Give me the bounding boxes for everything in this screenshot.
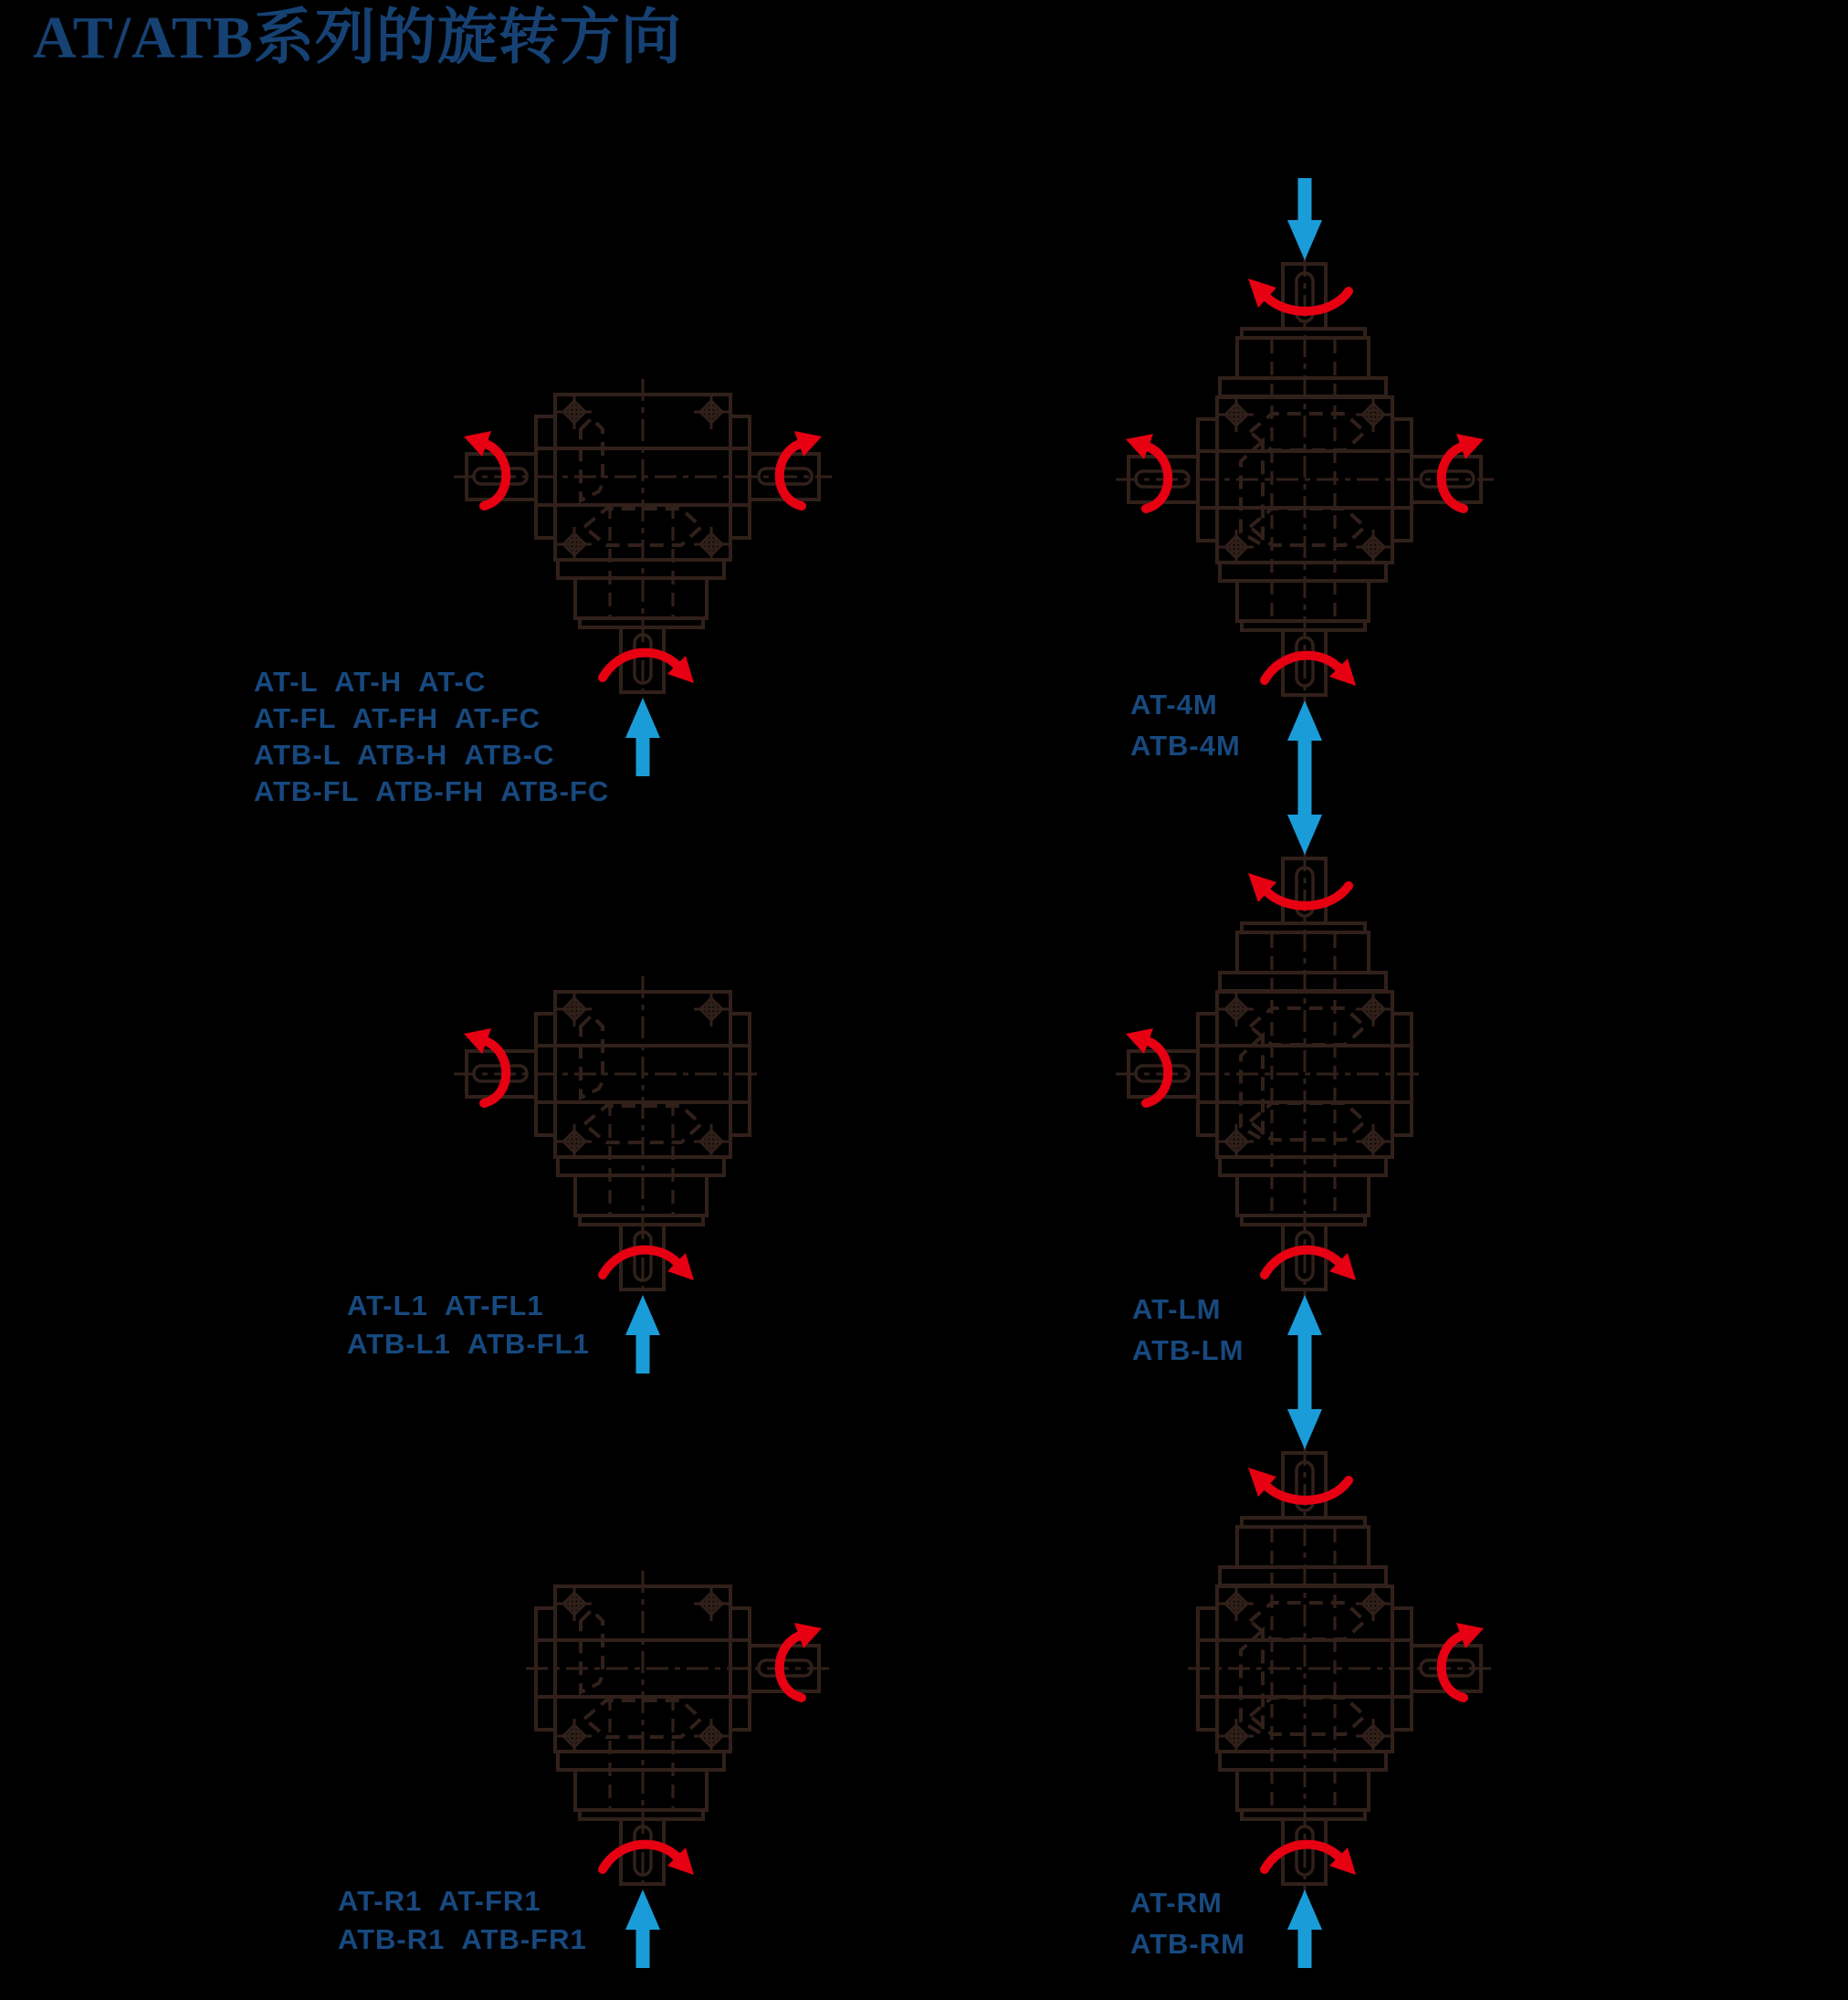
- input-arrow-up-icon: [1287, 1889, 1322, 1930]
- model-label-line: AT-RM: [1130, 1887, 1223, 1919]
- bevel-gear-hidden: [1250, 1698, 1365, 1734]
- pedestal-step: [1237, 338, 1369, 378]
- model-label-line: AT-L1 AT-FL1: [347, 1289, 544, 1321]
- bolt-hole-icon: [557, 1719, 592, 1753]
- page-title: AT/ATB系列的旋转方向: [33, 5, 682, 71]
- input-arrow-down-icon: [1298, 178, 1312, 224]
- bolt-hole-icon: [694, 395, 729, 429]
- pedestal-step: [1220, 1567, 1386, 1585]
- bolt-hole-icon: [1219, 530, 1254, 564]
- model-labels-top-left: [254, 664, 609, 810]
- pedestal-step: [1220, 378, 1386, 396]
- input-arrow-down-icon: [1298, 773, 1312, 818]
- input-arrow-down-icon: [1287, 815, 1322, 855]
- bolt-hole-icon: [557, 527, 592, 562]
- model-labels-top-right: [1130, 684, 1241, 766]
- pedestal-step: [1237, 1770, 1369, 1810]
- input-arrow-up-icon: [625, 1295, 660, 1335]
- model-label-line: ATB-LM: [1132, 1334, 1244, 1366]
- input-arrow-up-icon: [625, 698, 660, 738]
- bolt-hole-icon: [557, 1124, 592, 1159]
- rotation-arrow-bottom-icon: [1265, 656, 1339, 680]
- rotation-arrow-bottom-icon: [603, 1845, 677, 1869]
- model-labels-bottom-left: [338, 1882, 587, 1959]
- pedestal-step: [1237, 932, 1369, 973]
- input-arrow-up-icon: [636, 1332, 650, 1374]
- pedestal-step: [1220, 1157, 1386, 1175]
- bevel-pinion-hidden: [581, 1016, 603, 1098]
- rotation-arrow-top-ccw-icon: [1266, 291, 1349, 311]
- input-arrow-down-icon: [1287, 1409, 1322, 1449]
- bolt-hole-icon: [694, 1586, 729, 1621]
- rotation-arrow-top-ccw-icon: [1266, 886, 1349, 906]
- pedestal-step: [1220, 1752, 1386, 1770]
- model-labels-bottom-right: [1130, 1882, 1245, 1964]
- model-label-line: ATB-FL ATB-FH ATB-FC: [254, 775, 610, 807]
- model-label-line: AT-4M: [1130, 689, 1218, 721]
- input-arrow-down-icon: [1298, 1367, 1312, 1413]
- bolt-hole-icon: [1356, 1124, 1391, 1159]
- input-arrow-down-icon: [1287, 220, 1322, 260]
- pedestal-step: [1237, 1175, 1369, 1216]
- bevel-gear-hidden: [1250, 1603, 1365, 1639]
- bolt-hole-icon: [1219, 397, 1254, 432]
- bolt-hole-icon: [1219, 1719, 1254, 1753]
- model-label-line: ATB-L1 ATB-FL1: [347, 1328, 590, 1360]
- bolt-hole-icon: [694, 1124, 729, 1159]
- bevel-gear-hidden: [1250, 414, 1365, 450]
- bevel-gear-hidden: [1250, 1008, 1365, 1045]
- rotation-arrow-top-ccw-icon: [1266, 1480, 1349, 1500]
- input-arrow-up-icon: [636, 734, 650, 776]
- input-arrow-up-icon: [636, 1926, 650, 1968]
- bolt-hole-icon: [1219, 1586, 1254, 1621]
- pedestal-step: [1237, 1527, 1369, 1567]
- bevel-gear-hidden: [1250, 1103, 1365, 1140]
- pedestal-step: [558, 560, 724, 578]
- pedestal-step: [1237, 581, 1369, 621]
- pedestal-step: [575, 1175, 707, 1216]
- bevel-gear-hidden: [1250, 509, 1365, 545]
- bevel-pinion-hidden: [581, 418, 603, 500]
- pedestal-step: [558, 1752, 724, 1770]
- pedestal-step: [1220, 973, 1386, 991]
- input-arrow-up-icon: [625, 1889, 660, 1930]
- bolt-hole-icon: [694, 1719, 729, 1753]
- model-label-line: ATB-4M: [1130, 730, 1241, 762]
- pedestal-step: [575, 578, 707, 618]
- bolt-hole-icon: [694, 992, 729, 1026]
- model-labels-middle-right: [1132, 1289, 1244, 1371]
- rotation-arrow-bottom-icon: [1265, 1250, 1339, 1275]
- bolt-hole-icon: [694, 527, 729, 562]
- bolt-hole-icon: [1356, 530, 1391, 564]
- rotation-arrow-bottom-icon: [1265, 1845, 1339, 1869]
- model-label-line: AT-R1 AT-FR1: [338, 1885, 541, 1917]
- model-label-line: AT-L AT-H AT-C: [254, 666, 487, 698]
- pedestal-step: [558, 1157, 724, 1175]
- model-label-line: ATB-RM: [1130, 1928, 1245, 1960]
- pedestal-step: [1220, 563, 1386, 581]
- model-label-line: ATB-L ATB-H ATB-C: [254, 739, 555, 771]
- bolt-hole-icon: [1219, 992, 1254, 1026]
- rotation-arrow-bottom-icon: [603, 1250, 677, 1275]
- input-arrow-up-icon: [1298, 1926, 1312, 1968]
- model-label-line: AT-FL AT-FH AT-FC: [254, 702, 541, 734]
- model-labels-middle-left: [347, 1287, 590, 1363]
- model-label-line: AT-LM: [1132, 1293, 1222, 1325]
- pedestal-step: [575, 1770, 707, 1810]
- bevel-pinion-hidden: [581, 1610, 603, 1692]
- rotation-arrow-bottom-icon: [603, 653, 677, 678]
- bolt-hole-icon: [1356, 1719, 1391, 1753]
- input-arrow-up-icon: [1287, 700, 1322, 741]
- bolt-hole-icon: [1219, 1124, 1254, 1159]
- input-arrow-up-icon: [1287, 1295, 1322, 1335]
- model-label-line: ATB-R1 ATB-FR1: [338, 1923, 587, 1955]
